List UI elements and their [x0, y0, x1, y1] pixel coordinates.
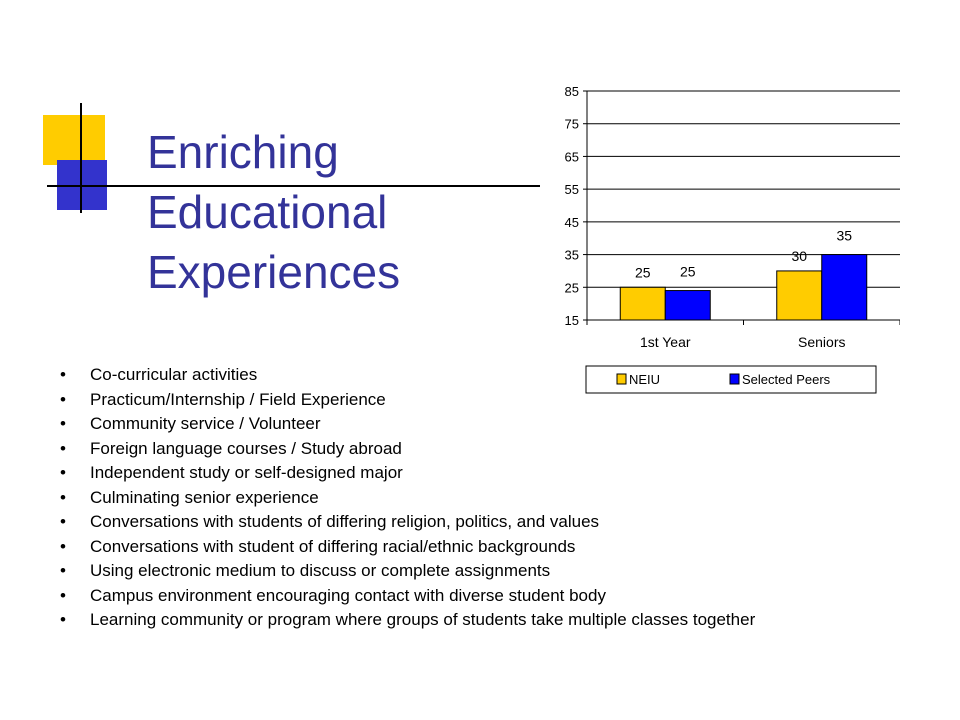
bar	[665, 291, 710, 320]
yellow-accent-square	[43, 115, 105, 165]
bullet-list	[60, 363, 755, 633]
bar	[620, 287, 665, 320]
y-tick-label: 85	[564, 84, 579, 99]
y-tick-label: 15	[564, 313, 579, 328]
slide-title	[147, 122, 400, 302]
title-line-1: Enriching	[147, 126, 339, 178]
bar	[822, 255, 867, 320]
bullet-item: • Foreign language courses / Study abroad	[60, 437, 755, 462]
bullet-item: • Co-curricular activities	[60, 363, 755, 388]
y-tick-label: 45	[564, 214, 579, 230]
y-tick-label: 35	[564, 247, 579, 263]
y-tick-label: 75	[564, 116, 579, 132]
data-label: 30	[791, 247, 808, 264]
bullet-item: • Learning community or program where groups of students take multiple classes together	[60, 608, 755, 633]
data-label: 35	[836, 227, 853, 244]
bullet-item: • Practicum/Internship / Field Experience	[60, 388, 755, 413]
bullet-item: • Campus environment encouraging contact with diverse student body	[60, 584, 755, 609]
bar	[777, 271, 822, 320]
legend-label: Selected Peers	[742, 372, 831, 387]
title-line-2: Educational	[147, 186, 388, 238]
x-tick-label: 1st Year	[639, 334, 691, 350]
bullet-item: • Independent study or self-designed major	[60, 461, 755, 486]
bullet-item: • Culminating senior experience	[60, 486, 755, 511]
title-line-3: Experiences	[147, 246, 401, 298]
data-label: 25	[634, 264, 651, 281]
x-tick-label: Seniors	[798, 334, 846, 350]
data-label: 25	[679, 263, 696, 280]
y-tick-label: 65	[564, 149, 579, 165]
bullet-item: • Conversations with student of differing racial/ethnic backgrounds	[60, 535, 755, 560]
y-tick-label: 55	[564, 182, 579, 198]
legend-label: NEIU	[629, 372, 661, 387]
y-tick-label: 25	[564, 280, 579, 296]
bullet-item: • Conversations with students of differing religion, politics, and values	[60, 510, 755, 535]
bullet-item: • Using electronic medium to discuss or complete assignments	[60, 559, 755, 584]
bullet-item: • Community service / Volunteer	[60, 412, 755, 437]
bar-chart	[540, 80, 900, 400]
